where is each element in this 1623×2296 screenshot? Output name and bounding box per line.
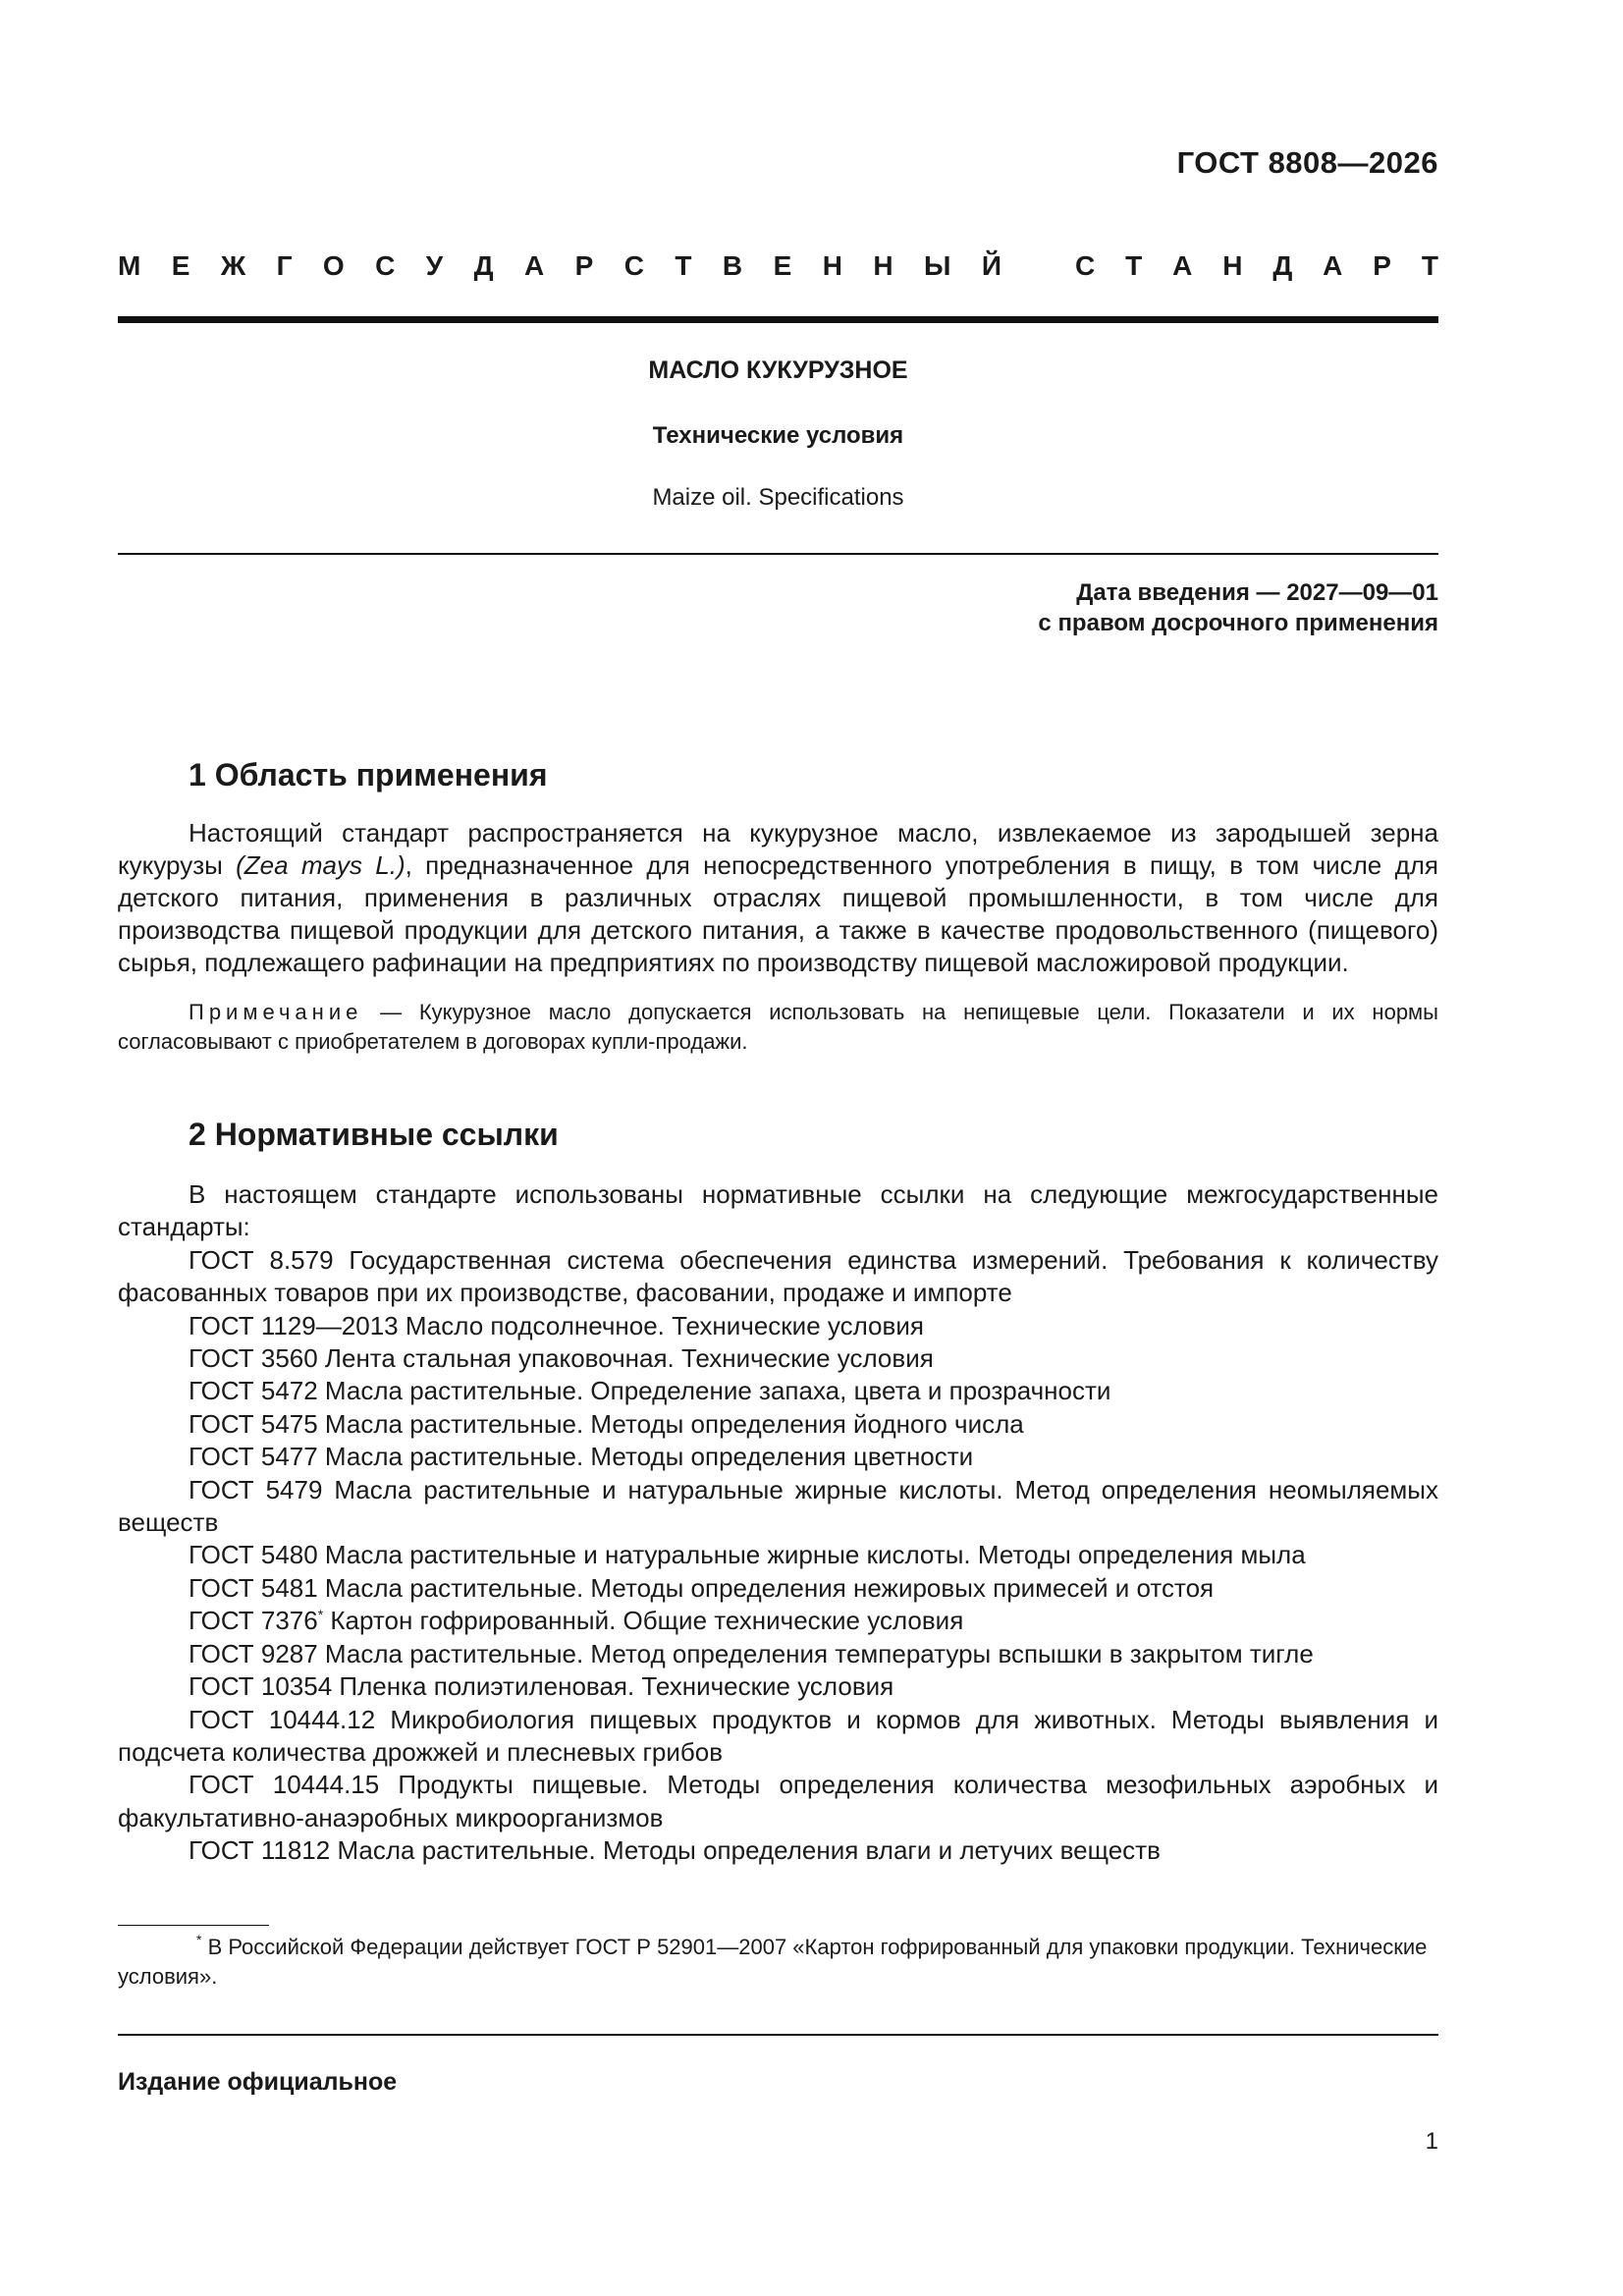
footnote-marker: * <box>196 1932 202 1947</box>
reference-title: Картон гофрированный. Общие технические условия <box>323 1606 964 1636</box>
page-number: 1 <box>1425 2128 1438 2155</box>
reference-item <box>118 1605 1438 1637</box>
section-1-note <box>118 998 1438 1057</box>
section-1-title: 1 Область применения <box>189 757 548 793</box>
reference-item: ГОСТ 5475 Масла растительные. Методы определения йодного числа <box>189 1408 1024 1439</box>
standard-banner <box>118 250 1438 282</box>
reference-item: ГОСТ 10444.15 Продукты пищевые. Методы определения количества мезофильных аэробных и факультативно-анаэробных микроорганизмов <box>118 1770 1438 1832</box>
footnote-rule <box>118 1925 269 1926</box>
scope-text-b: , предназначенное для непосредственного употребления в пищу, в том числе для детского питания, применения в различных отраслях пищевой промышленности, в том числе для производства пищевой продукции для детского питания, а также в качестве продовольственного (пищевого) сырья, подлежащего рафинации на предприятиях по производству пищевой масложировой продукции. <box>118 850 1438 977</box>
reference-item: ГОСТ 5480 Масла растительные и натуральные жирные кислоты. Методы определения мыла <box>189 1540 1306 1570</box>
banner-word-interstate: М Е Ж Г О С У Д А Р С Т В Е Н Н Ы Й <box>118 250 1001 281</box>
note-label: Примечание <box>189 1000 363 1024</box>
footnote-text <box>118 1933 1438 1992</box>
reference-item: ГОСТ 10354 Пленка полиэтиленовая. Технические условия <box>189 1671 894 1702</box>
reference-item: ГОСТ 5472 Масла растительные. Определение запаха, цвета и прозрачности <box>189 1376 1111 1406</box>
title-rule <box>118 553 1438 555</box>
introduction-date-line: Дата введения — 2027—09—01 <box>1076 579 1438 606</box>
banner-word-standard: С Т А Н Д А Р Т <box>1075 250 1438 281</box>
footer-rule <box>118 2034 1438 2036</box>
reference-item: ГОСТ 11812 Масла растительные. Методы определения влаги и летучих веществ <box>189 1835 1161 1866</box>
introduction-date <box>1038 577 1438 638</box>
section-1-heading <box>189 757 548 793</box>
reference-item: ГОСТ 10444.12 Микробиология пищевых продуктов и кормов для животных. Методы выявления и подсчета количества дрожжей и плесневых грибов <box>118 1704 1438 1767</box>
reference-code: ГОСТ 7376 <box>189 1606 318 1636</box>
section-2-title: 2 Нормативные ссылки <box>189 1117 559 1152</box>
note-text: — Кукурузное масло допускается использовать на непищевые цели. Показатели и их нормы согласовывают с приобретателем в договорах купли-продажи. <box>118 1000 1438 1054</box>
document-code: ГОСТ 8808—2026 <box>1176 145 1438 180</box>
reference-item: ГОСТ 5481 Масла растительные. Методы определения нежировых примесей и отстоя <box>189 1572 1215 1603</box>
section-2-heading <box>189 1117 559 1153</box>
scope-paragraph <box>118 817 1438 979</box>
reference-item: ГОСТ 5479 Масла растительные и натуральные жирные кислоты. Метод определения неомыляемых веществ <box>118 1474 1438 1538</box>
scope-latin-name: (Zea mays L.) <box>236 850 406 880</box>
reference-item: ГОСТ 9287 Масла растительные. Метод определения температуры вспышки в закрытом тигле <box>189 1638 1314 1668</box>
section-1-body <box>118 817 1438 979</box>
reference-item: ГОСТ 8.579 Государственная система обеспечения единства измерений. Требования к количеству фасованных товаров при их производстве, фасовании, продаже и импорте <box>118 1244 1438 1308</box>
early-application-line: с правом досрочного применения <box>1038 610 1438 636</box>
document-title: МАСЛО КУКУРУЗНОЕ <box>648 356 908 384</box>
document-subtitle: Технические условия <box>652 422 904 449</box>
normative-references <box>118 1178 1438 1868</box>
reference-item: ГОСТ 5477 Масла растительные. Методы определения цветности <box>189 1442 974 1472</box>
document-title-english: Maize oil. Specifications <box>652 484 904 511</box>
note-paragraph <box>118 998 1438 1057</box>
reference-item: ГОСТ 1129—2013 Масло подсолнечное. Технические условия <box>189 1310 924 1340</box>
official-edition-label: Издание официальное <box>118 2068 398 2096</box>
footnote <box>118 1933 1438 1992</box>
reference-item: ГОСТ 3560 Лента стальная упаковочная. Технические условия <box>189 1343 934 1374</box>
header-rule <box>118 316 1438 323</box>
footnote-body: В Российской Федерации действует ГОСТ Р 52901—2007 «Картон гофрированный для упаковки продукции. Технические условия». <box>118 1935 1428 1989</box>
footnote-marker: * <box>317 1607 324 1623</box>
references-intro: В настоящем стандарте использованы нормативные ссылки на следующие межгосударственные стандарты: <box>118 1179 1438 1242</box>
scope-text-a: Настоящий стандарт распространяется на кукурузное масло, извлекаемое из зародышей зерна кукурузы <box>118 818 1438 880</box>
